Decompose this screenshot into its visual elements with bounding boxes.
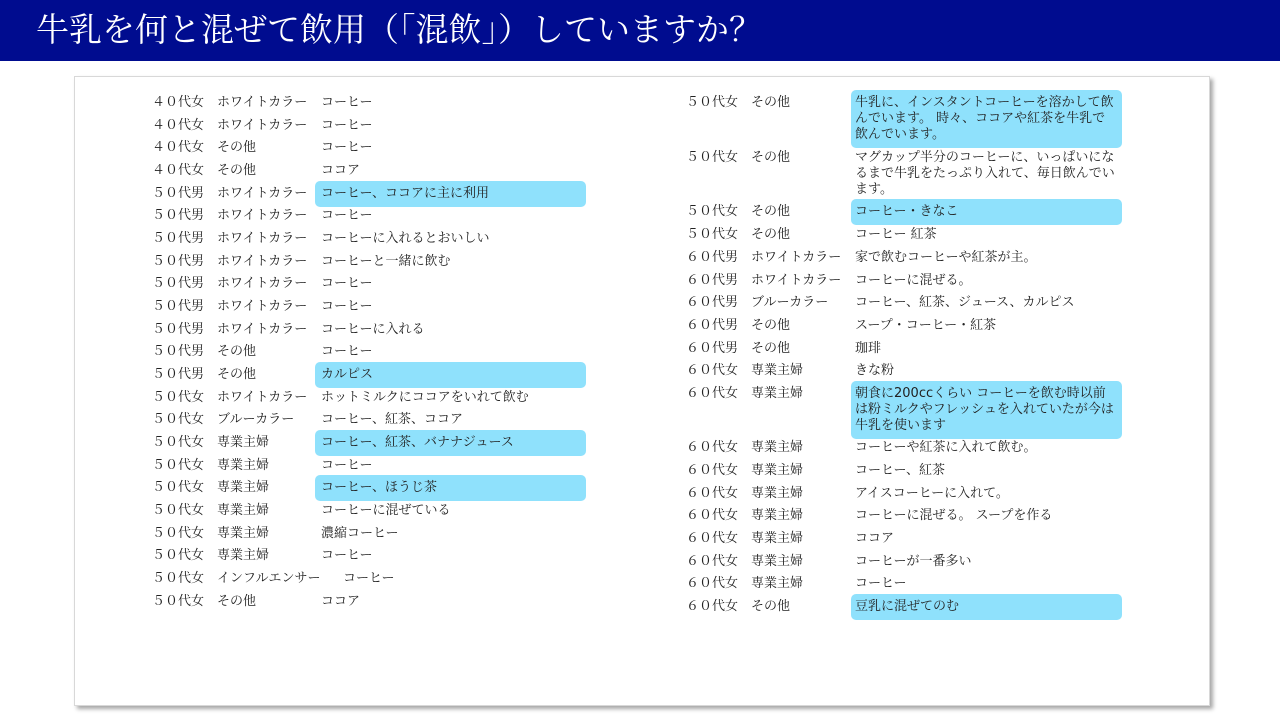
occupation: ホワイトカラー: [751, 250, 842, 265]
response-text: コーヒー: [855, 576, 907, 591]
occupation: その他: [217, 344, 257, 359]
occupation: その他: [217, 140, 257, 155]
response-text: コーヒー: [321, 276, 373, 291]
occupation: 専業主婦: [217, 548, 270, 563]
response-text: 家で飲むコーヒーや紅茶が主。: [855, 250, 1037, 265]
occupation: その他: [751, 227, 791, 242]
age-gender: ５０代男: [152, 322, 205, 337]
occupation: 専業主婦: [217, 480, 270, 495]
response-text: 朝食に200ccくらい コーヒーを飲む時以前は粉ミルクやフレッシュを入れていたが今は牛乳を使います: [855, 386, 1114, 433]
response-text: コーヒー、ココアに主に利用: [321, 186, 489, 201]
response-text: コーヒー・きなこ: [855, 204, 959, 219]
occupation: インフルエンサー: [217, 571, 321, 586]
age-gender: ４０代女: [152, 140, 205, 155]
response-text: コーヒーに入れる: [321, 322, 425, 337]
response-text: コーヒー: [343, 571, 395, 586]
occupation: 専業主婦: [751, 531, 804, 546]
occupation: 専業主婦: [217, 526, 270, 541]
occupation: ホワイトカラー: [217, 322, 308, 337]
occupation: ホワイトカラー: [217, 254, 308, 269]
response-text: 珈琲: [855, 341, 882, 356]
response-text: コーヒーと一緒に飲む: [321, 254, 451, 269]
response-text: コーヒーに入れるとおいしい: [321, 231, 490, 246]
occupation: ブルーカラー: [751, 295, 829, 310]
occupation: その他: [217, 594, 257, 609]
occupation: ホワイトカラー: [217, 186, 308, 201]
age-gender: ５０代男: [152, 367, 205, 382]
page-title: 牛乳を何と混ぜて飲用（「混飲」）していますか？: [36, 10, 762, 49]
occupation: 専業主婦: [751, 363, 804, 378]
age-gender: ６０代女: [686, 386, 739, 401]
age-gender: ５０代女: [152, 390, 205, 405]
response-text: コーヒー、ほうじ茶: [321, 480, 437, 495]
occupation: その他: [751, 150, 791, 165]
response-text: コーヒーが一番多い: [855, 554, 972, 569]
title-bar: [0, 0, 1280, 61]
response-text: コーヒーに混ぜる。: [855, 273, 972, 288]
response-text: マグカップ半分のコーヒーに、いっぱいになるまで牛乳をたっぷり入れて、毎日飲んでいます。: [855, 150, 1115, 197]
occupation: 専業主婦: [751, 386, 804, 401]
age-gender: ５０代女: [686, 95, 739, 110]
age-gender: ５０代女: [152, 503, 205, 518]
response-text: スープ・コーヒー・紅茶: [855, 318, 997, 333]
age-gender: ４０代女: [152, 163, 205, 178]
age-gender: ５０代女: [152, 548, 205, 563]
age-gender: ６０代男: [686, 341, 739, 356]
response-text: ホットミルクにココアをいれて飲む: [321, 390, 529, 405]
age-gender: ５０代女: [152, 526, 205, 541]
response-text: コーヒー、紅茶: [855, 463, 945, 478]
age-gender: ６０代男: [686, 318, 739, 333]
occupation: ホワイトカラー: [217, 231, 308, 246]
occupation: 専業主婦: [751, 440, 804, 455]
response-text: きな粉: [855, 363, 895, 378]
occupation: 専業主婦: [751, 486, 804, 501]
response-text: ココア: [321, 163, 361, 178]
response-text: 豆乳に混ぜてのむ: [855, 599, 960, 614]
age-gender: ６０代女: [686, 576, 739, 591]
response-text: コーヒーに混ぜている: [321, 503, 451, 518]
occupation: 専業主婦: [751, 576, 804, 591]
age-gender: ６０代女: [686, 531, 739, 546]
response-text: コーヒーに混ぜる。 スープを作る: [855, 508, 1053, 523]
occupation: 専業主婦: [751, 463, 804, 478]
occupation: その他: [751, 204, 791, 219]
occupation: その他: [751, 318, 791, 333]
age-gender: ４０代女: [152, 95, 205, 110]
age-gender: ６０代女: [686, 463, 739, 478]
age-gender: ６０代女: [686, 486, 739, 501]
response-text: コーヒー、紅茶、ココア: [321, 412, 463, 427]
age-gender: ５０代男: [152, 254, 205, 269]
occupation: ホワイトカラー: [217, 95, 308, 110]
response-text: コーヒー: [321, 548, 373, 563]
age-gender: ６０代女: [686, 599, 739, 614]
age-gender: ５０代女: [152, 480, 205, 495]
occupation: ホワイトカラー: [217, 118, 308, 133]
occupation: ホワイトカラー: [217, 390, 308, 405]
response-text: ココア: [855, 531, 895, 546]
occupation: ホワイトカラー: [217, 276, 308, 291]
occupation: その他: [217, 367, 257, 382]
age-gender: ６０代女: [686, 363, 739, 378]
age-gender: ５０代男: [152, 344, 205, 359]
age-gender: ６０代女: [686, 508, 739, 523]
occupation: 専業主婦: [217, 503, 270, 518]
response-text: コーヒー、紅茶、バナナジュース: [321, 435, 514, 450]
response-text: アイスコーヒーに入れて。: [855, 486, 1009, 501]
occupation: ホワイトカラー: [217, 208, 308, 223]
age-gender: ４０代女: [152, 118, 205, 133]
age-gender: ５０代女: [152, 594, 205, 609]
age-gender: ５０代男: [152, 208, 205, 223]
occupation: ブルーカラー: [217, 412, 295, 427]
age-gender: ５０代男: [152, 299, 205, 314]
response-text: コーヒー: [321, 140, 373, 155]
response-text: コーヒーや紅茶に入れて飲む。: [855, 440, 1037, 455]
age-gender: ６０代女: [686, 554, 739, 569]
occupation: 専業主婦: [217, 435, 270, 450]
occupation: その他: [751, 599, 791, 614]
response-text: 濃縮コーヒー: [321, 526, 399, 541]
age-gender: ５０代男: [152, 186, 205, 201]
occupation: その他: [751, 341, 791, 356]
age-gender: ６０代男: [686, 295, 739, 310]
age-gender: ５０代女: [686, 150, 739, 165]
age-gender: ５０代女: [152, 412, 205, 427]
age-gender: ６０代男: [686, 250, 739, 265]
age-gender: ５０代女: [152, 435, 205, 450]
age-gender: ５０代女: [152, 458, 205, 473]
age-gender: ６０代男: [686, 273, 739, 288]
age-gender: ５０代女: [686, 204, 739, 219]
response-text: 牛乳に、インスタントコーヒーを溶かして飲んでいます。 時々、ココアや紅茶を牛乳で飲んでいます。: [855, 95, 1114, 142]
occupation: その他: [217, 163, 257, 178]
age-gender: ５０代女: [686, 227, 739, 242]
age-gender: ５０代男: [152, 276, 205, 291]
response-text: コーヒー: [321, 208, 373, 223]
response-text: カルピス: [321, 367, 374, 382]
response-text: コーヒー 紅茶: [855, 227, 937, 242]
occupation: 専業主婦: [751, 554, 804, 569]
response-text: コーヒー: [321, 118, 373, 133]
response-text: コーヒー: [321, 95, 373, 110]
occupation: ホワイトカラー: [751, 273, 842, 288]
response-text: コーヒー: [321, 344, 373, 359]
response-text: コーヒー: [321, 299, 373, 314]
occupation: ホワイトカラー: [217, 299, 308, 314]
occupation: 専業主婦: [217, 458, 270, 473]
age-gender: ５０代男: [152, 231, 205, 246]
age-gender: ５０代女: [152, 571, 205, 586]
response-text: ココア: [321, 594, 361, 609]
occupation: 専業主婦: [751, 508, 804, 523]
response-text: コーヒー: [321, 458, 373, 473]
occupation: その他: [751, 95, 791, 110]
response-text: コーヒー、紅茶、ジュース、カルピス: [855, 295, 1075, 310]
age-gender: ６０代女: [686, 440, 739, 455]
